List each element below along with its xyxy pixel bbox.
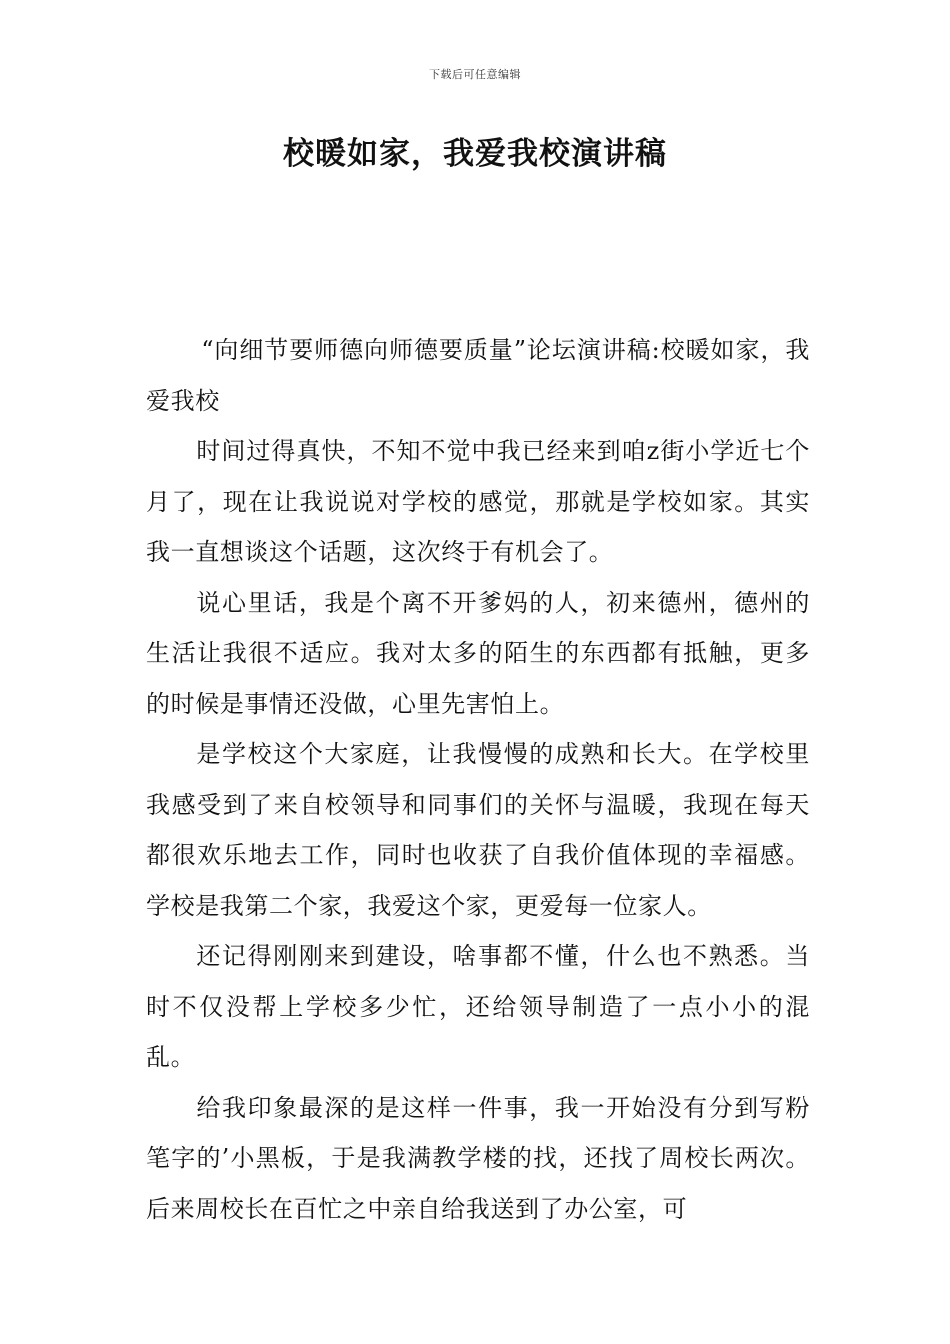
paragraph: 时间过得真快，不知不觉中我已经来到咱z街小学近七个月了，现在让我说说对学校的感觉，那就是学校如家。其实我一直想谈这个话题，这次终于有机会了。 bbox=[146, 437, 810, 566]
paragraph: 说心里话，我是个离不开爹妈的人，初来德州，德州的生活让我很不适应。我对太多的陌生的东西都有抵触，更多的时候是事情还没做，心里先害怕上。 bbox=[146, 588, 810, 718]
paragraph-intro: “向细节要师德向师德要质量”论坛演讲稿:校暖如家，我爱我校 bbox=[146, 336, 810, 415]
paragraph: 还记得刚刚来到建设，啥事都不懂，什么也不熟悉。当时不仅没帮上学校多少忙，还给领导制造了一点小小的混乱。 bbox=[146, 942, 810, 1071]
header-note: 下载后可任意编辑 bbox=[429, 68, 521, 81]
paragraph: 给我印象最深的是这样一件事，我一开始没有分到写粉笔字的’小黑板，于是我满教学楼的找，还找了周校长两次。后来周校长在百忙之中亲自给我送到了办公室，可 bbox=[146, 1093, 810, 1223]
paragraph: 是学校这个大家庭，让我慢慢的成熟和长大。在学校里我感受到了来自校领导和同事们的关怀与温暖，我现在每天都很欢乐地去工作，同时也收获了自我价值体现的幸福感。学校是我第二个家，我爱这个家，更爱每一位家人。 bbox=[146, 740, 810, 920]
document-body bbox=[146, 325, 810, 1234]
document-title: 校暖如家，我爱我校演讲稿 bbox=[283, 136, 667, 172]
